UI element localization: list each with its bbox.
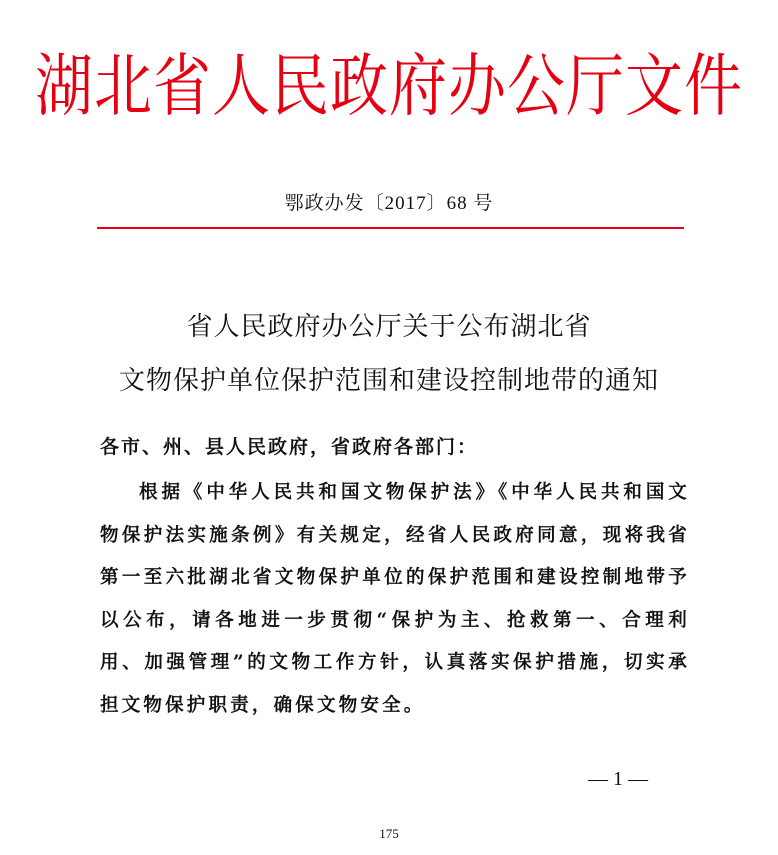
salutation: 各市、州、县人民政府，省政府各部门： <box>100 436 479 458</box>
body-paragraph: 根据《中华人民共和国文物保护法》《中华人民共和国文物保护法实施条例》有关规定，经省人民政府同意，现将我省第一至六批湖北省文物保护单位的保护范围和建设控制地带予以公布，请各地进一步贯彻“保护为主、抢救第一、合理利用、加强管理”的文物工作方针，认真落实保护措施，切实承担文物保护职责，确保文物安全。 <box>100 482 690 716</box>
notice-title-line-1: 省人民政府办公厅关于公布湖北省 <box>186 312 592 342</box>
document-number: 鄂政办发〔2017〕68 号 <box>284 193 494 214</box>
notice-title-line-2: 文物保护单位保护范围和建设控制地带的通知 <box>118 366 659 396</box>
header-red-rule <box>97 227 684 229</box>
archive-page-number: 175 <box>379 826 399 841</box>
document-header-title: 湖北省人民政府办公厅文件 <box>34 48 743 125</box>
page-marker: — 1 — <box>588 768 648 790</box>
